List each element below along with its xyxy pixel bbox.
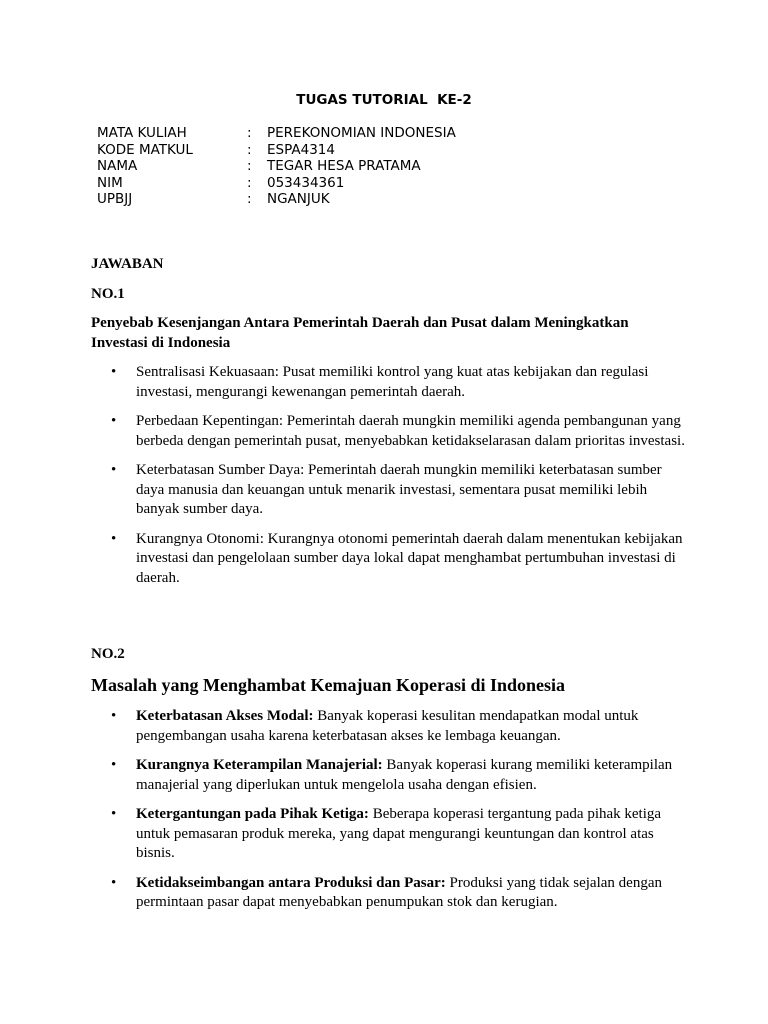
list-item-term: Ketergantungan pada Pihak Ketiga: — [136, 806, 369, 822]
info-label: NIM — [97, 174, 123, 191]
list-item-text: Perbedaan Kepentingan: Pemerintah daerah mungkin memiliki agenda pembangunan yang berbeda dengan pemerintah pusat, menyebabkan ketidakselarasan dalam prioritas investasi. — [136, 413, 685, 449]
list-item — [91, 363, 691, 402]
list-item-term: Kurangnya Keterampilan Manajerial: — [136, 757, 383, 773]
section-2-list — [91, 707, 691, 923]
bullet: • — [111, 757, 117, 773]
info-table — [97, 125, 456, 208]
section-1-heading: Penyebab Kesenjangan Antara Pemerintah Daerah dan Pusat dalam Meningkatkan Investasi di Indonesia — [91, 315, 629, 351]
list-item-text: Banyak koperasi kurang memiliki keterampilan manajerial yang diperlukan untuk mengelola usaha dengan efisien. — [136, 757, 673, 793]
document-title: TUGAS TUTORIAL KE-2 — [296, 92, 472, 108]
info-label: KODE MATKUL — [97, 141, 193, 158]
info-label: MATA KULIAH — [97, 125, 187, 141]
bullet: • — [111, 708, 117, 724]
bullet: • — [111, 364, 117, 380]
info-value: ESPA4314 — [267, 141, 335, 158]
section-1-number: NO.1 — [91, 286, 125, 302]
list-item-text: Beberapa koperasi tergantung pada pihak ketiga untuk pemasaran produk mereka, yang dapat mengurangi keuntungan dan kontrol atas bisnis. — [136, 806, 662, 861]
info-value: TEGAR HESA PRATAMA — [267, 158, 421, 174]
info-colon: : — [247, 191, 252, 207]
list-item — [91, 461, 691, 520]
list-item — [91, 530, 691, 589]
list-item-text: Banyak koperasi kesulitan mendapatkan modal untuk pengembangan usaha karena keterbatasan akses ke lembaga keuangan. — [136, 708, 639, 744]
info-value: PEREKONOMIAN INDONESIA — [267, 125, 456, 141]
info-row-upbjj — [97, 191, 456, 208]
list-item — [91, 874, 691, 913]
list-item-term: Ketidakseimbangan antara Produksi dan Pasar: — [136, 874, 446, 891]
info-colon: : — [247, 141, 252, 158]
info-label: NAMA — [97, 158, 138, 174]
info-row-mata-kuliah — [97, 125, 456, 142]
list-item — [91, 412, 691, 451]
info-colon: : — [247, 125, 252, 141]
info-label: UPBJJ — [97, 191, 133, 207]
info-value: NGANJUK — [267, 191, 330, 207]
list-item-text: Keterbatasan Sumber Daya: Pemerintah daerah mungkin memiliki keterbatasan sumber daya manusia dan keuangan untuk menarik investasi, sementara pusat memiliki lebih banyak sumber daya. — [136, 462, 662, 517]
list-item-term: Keterbatasan Akses Modal: — [136, 708, 314, 724]
info-row-kode-matkul — [97, 142, 456, 159]
section-2-number: NO.2 — [91, 646, 125, 662]
answer-heading: JAWABAN — [91, 256, 164, 272]
bullet: • — [111, 806, 117, 822]
info-row-nim — [97, 175, 456, 192]
bullet: • — [111, 530, 117, 547]
list-item — [91, 756, 691, 795]
info-colon: : — [247, 174, 252, 191]
info-colon: : — [247, 158, 252, 174]
info-row-nama — [97, 158, 456, 175]
list-item-text: Produksi yang tidak sejalan dengan permintaan pasar dapat menyebabkan penumpukan stok dan kerugian. — [136, 874, 662, 910]
bullet: • — [111, 874, 117, 891]
section-2-heading: Masalah yang Menghambat Kemajuan Koperasi di Indonesia — [91, 675, 566, 695]
list-item — [91, 707, 691, 746]
bullet: • — [111, 462, 117, 478]
list-item — [91, 805, 691, 864]
section-1-list — [91, 363, 691, 598]
list-item-text: Sentralisasi Kekuasaan: Pusat memiliki kontrol yang kuat atas kebijakan dan regulasi investasi, mengurangi kewenangan pemerintah daerah. — [136, 364, 649, 400]
bullet: • — [111, 413, 117, 429]
info-value: 053434361 — [267, 174, 345, 191]
list-item-text: Kurangnya Otonomi: Kurangnya otonomi pemerintah daerah dalam menentukan kebijakan investasi dan pengelolaan sumber daya lokal dapat menghambat pertumbuhan investasi di daerah. — [136, 530, 683, 586]
